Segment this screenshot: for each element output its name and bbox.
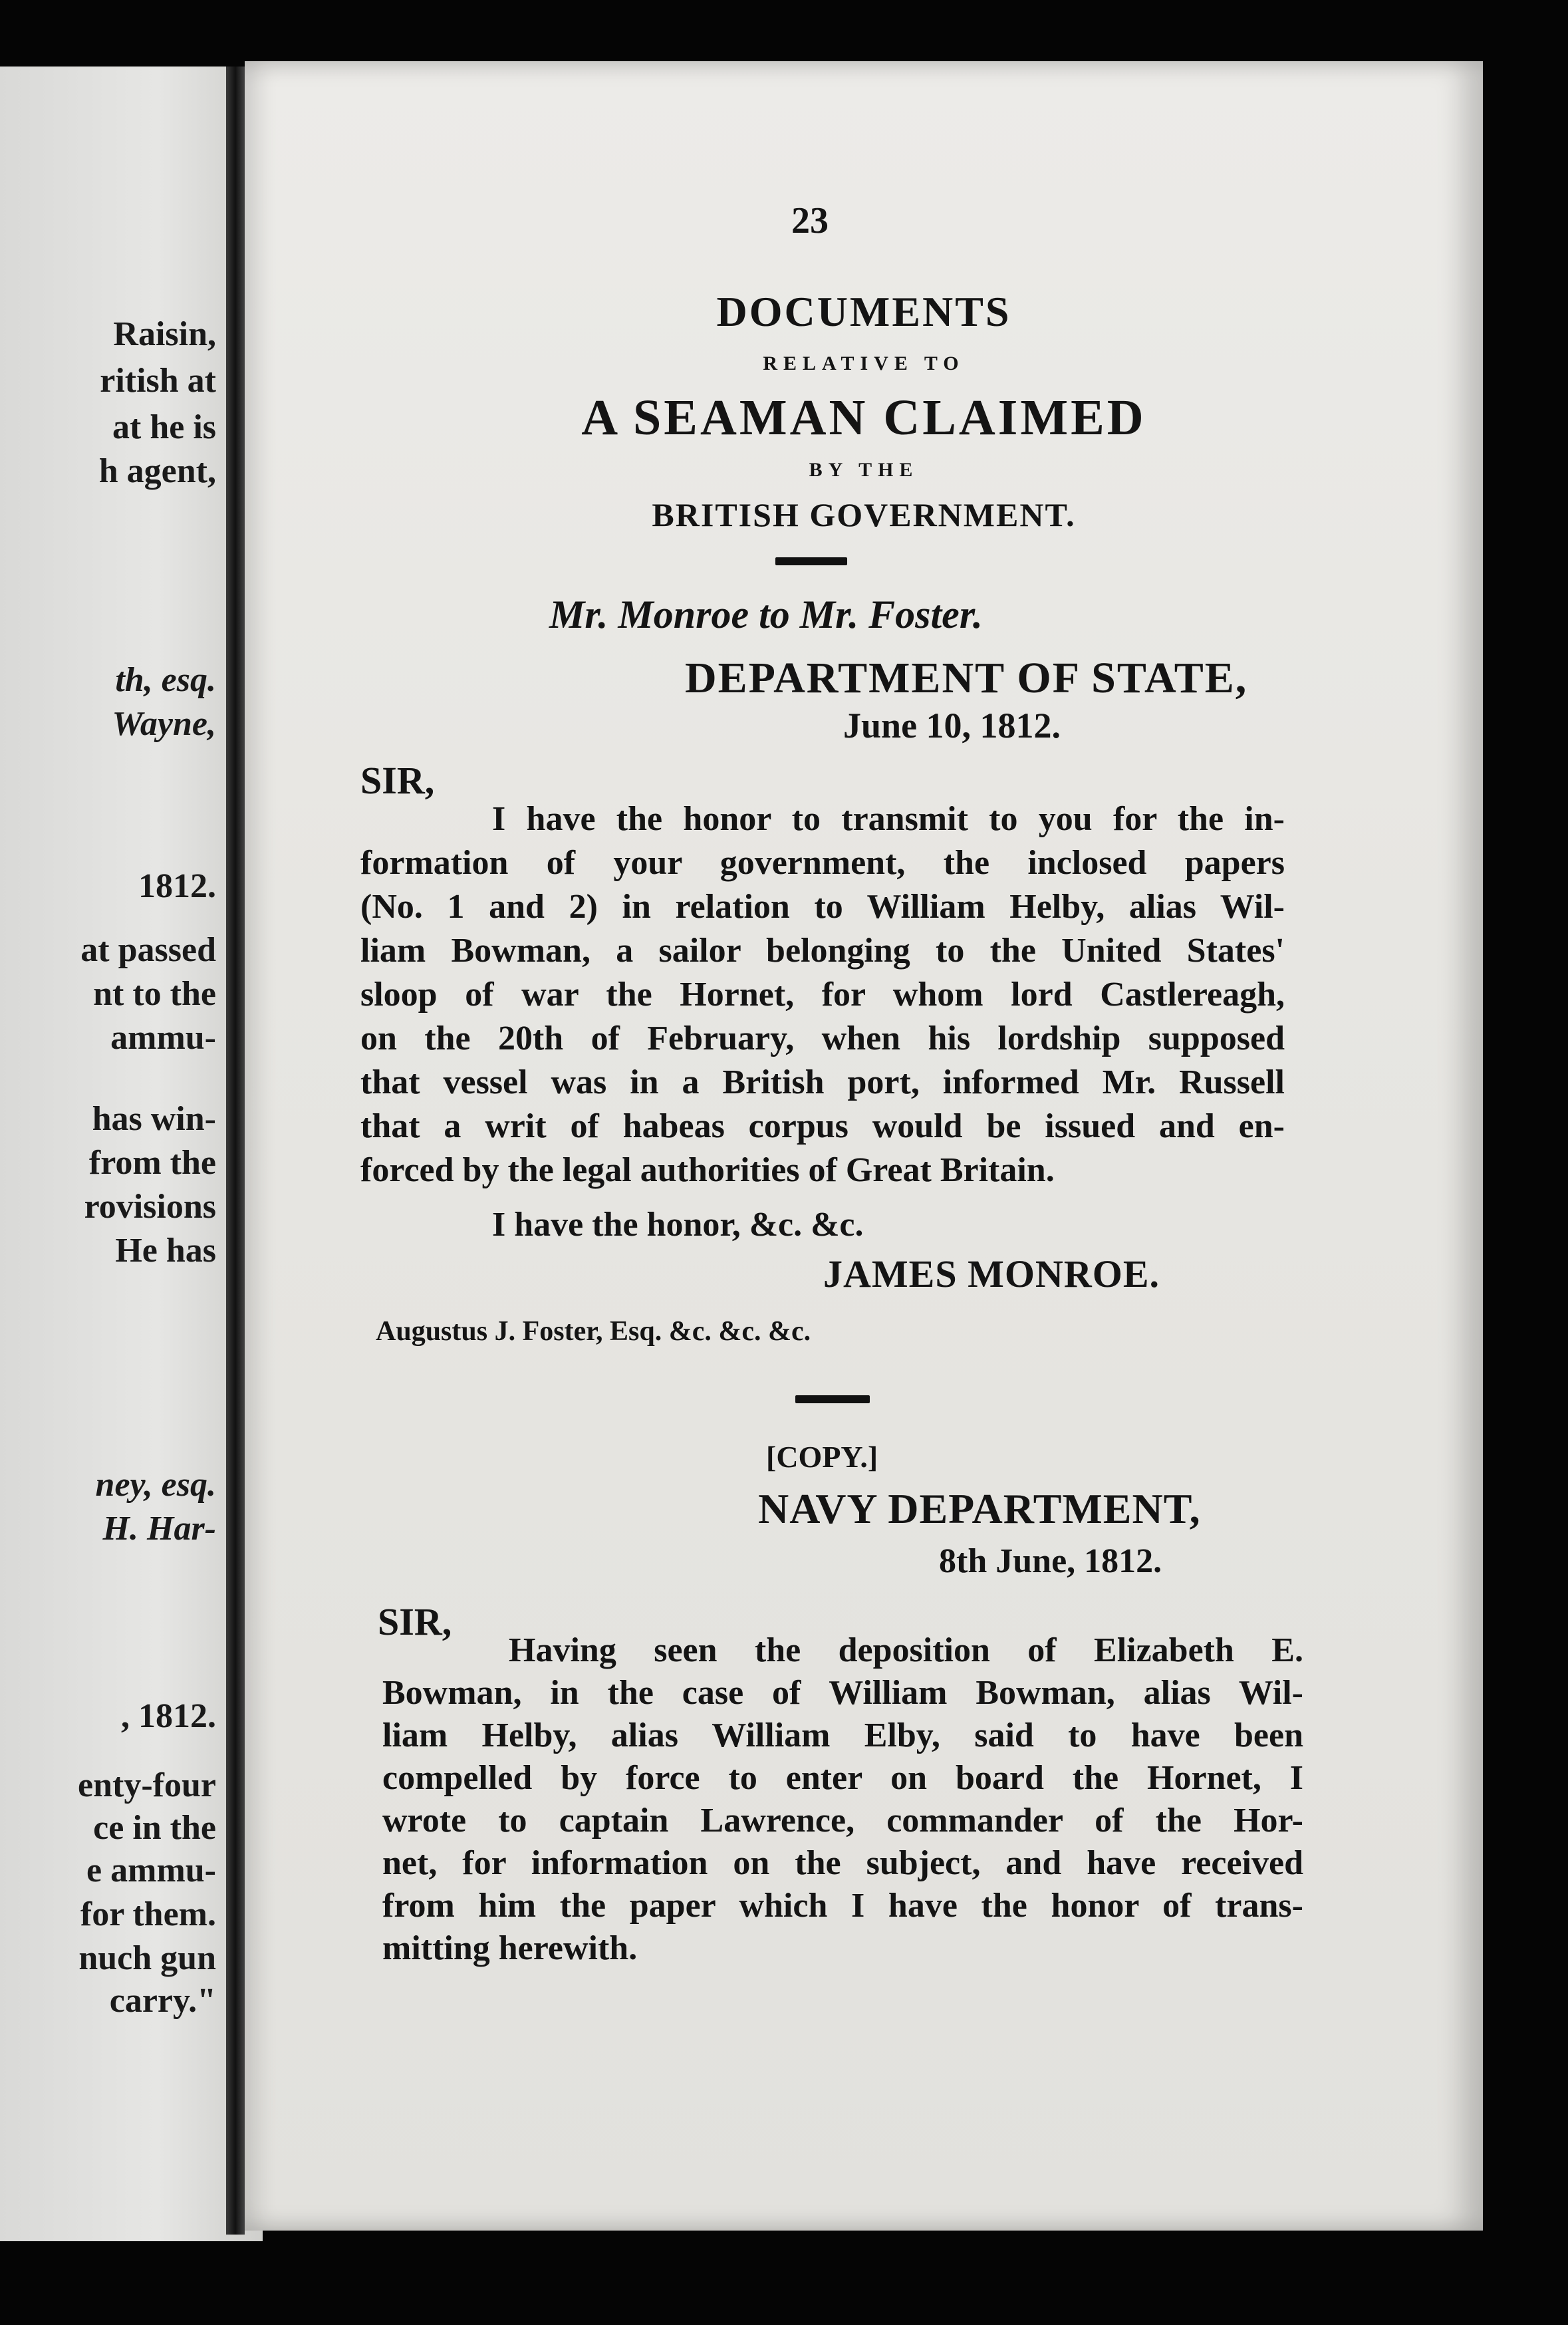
letter1-body-line: sloop of war the Hornet, for whom lord Castlereagh, — [360, 976, 1285, 1014]
left-page-line: enty-four — [78, 1766, 216, 1804]
left-page-line: He has — [115, 1232, 216, 1270]
divider-rule — [775, 557, 847, 565]
left-page-line: ritish at — [100, 362, 216, 400]
letter1-body-line: that a writ of habeas corpus would be issued and en- — [360, 1107, 1285, 1145]
letter2-salutation: SIR, — [378, 1600, 452, 1643]
left-page-line: e ammu- — [86, 1851, 216, 1889]
letter2-department: NAVY DEPARTMENT, — [758, 1485, 1201, 1532]
book-gutter — [226, 67, 245, 2235]
letter1-salutation: SIR, — [360, 759, 435, 802]
letter2-body-line: liam Helby, alias William Elby, said to have been — [382, 1716, 1303, 1754]
letter1-body-line: (No. 1 and 2) in relation to William Helby, alias Wil- — [360, 888, 1285, 926]
left-page-line: th, esq. — [115, 661, 216, 699]
letter2-body-line: compelled by force to enter on board the Hornet, I — [382, 1759, 1303, 1797]
letter1-title: Mr. Monroe to Mr. Foster. — [549, 593, 983, 636]
heading-seaman-claimed: A SEAMAN CLAIMED — [581, 390, 1146, 446]
letter2-body-line: wrote to captain Lawrence, commander of the Hor- — [382, 1802, 1303, 1840]
letter1-body-line: forced by the legal authorities of Great Britain. — [360, 1151, 1055, 1189]
heading-documents: DOCUMENTS — [716, 288, 1011, 335]
letter2-body-line: Bowman, in the case of William Bowman, alias Wil- — [382, 1674, 1303, 1712]
left-page-line: ce in the — [93, 1809, 216, 1847]
letter1-body-line: formation of your government, the inclosed papers — [360, 844, 1285, 882]
copy-label: [COPY.] — [766, 1440, 878, 1474]
left-page-line: Raisin, — [113, 315, 216, 353]
letter2-body-line: Having seen the deposition of Elizabeth E. — [509, 1631, 1303, 1669]
letter1-body-line: liam Bowman, a sailor belonging to the United States' — [360, 932, 1285, 970]
left-page-line: Wayne, — [112, 705, 216, 743]
left-page-line: rovisions — [84, 1188, 216, 1226]
left-page-line: has win- — [92, 1100, 216, 1138]
heading-by-the: BY THE — [809, 459, 919, 481]
letter1-date: June 10, 1812. — [843, 706, 1061, 746]
left-page-line: from the — [88, 1144, 216, 1182]
letter2-body-line: mitting herewith. — [382, 1929, 638, 1967]
left-page-line: h agent, — [98, 452, 216, 490]
heading-british-government: BRITISH GOVERNMENT. — [652, 496, 1076, 533]
left-page-line: nuch gun — [78, 1939, 216, 1977]
left-page-line: ney, esq. — [95, 1466, 216, 1504]
letter2-body-line: net, for information on the subject, and have received — [382, 1844, 1303, 1882]
letter1-signature: JAMES MONROE. — [823, 1252, 1160, 1296]
letter1-body-line: I have the honor to transmit to you for the in- — [492, 800, 1285, 838]
left-page-line: at he is — [112, 408, 216, 446]
letter1-closing: I have the honor, &c. &c. — [492, 1206, 864, 1244]
left-page-line: carry." — [109, 1982, 216, 2020]
left-page-line: at passed — [80, 931, 216, 969]
heading-relative-to: RELATIVE TO — [763, 352, 965, 374]
letter1-body-line: that vessel was in a British port, informed Mr. Russell — [360, 1063, 1285, 1101]
left-page-line: , 1812. — [121, 1697, 216, 1735]
letter1-department: DEPARTMENT OF STATE, — [685, 654, 1248, 702]
left-page-line: ammu- — [110, 1019, 216, 1057]
letter1-body-line: on the 20th of February, when his lordship supposed — [360, 1020, 1285, 1057]
left-page-line: for them. — [80, 1895, 216, 1933]
left-page-line: H. Har- — [102, 1510, 216, 1548]
divider-rule — [795, 1395, 870, 1403]
letter2-date: 8th June, 1812. — [939, 1542, 1162, 1580]
left-page-line: 1812. — [138, 867, 216, 905]
letter2-body-line: from him the paper which I have the honor of trans- — [382, 1887, 1303, 1925]
letter1-addressee: Augustus J. Foster, Esq. &c. &c. &c. — [376, 1316, 811, 1347]
left-page-line: nt to the — [93, 975, 216, 1013]
page-number: 23 — [791, 200, 829, 241]
